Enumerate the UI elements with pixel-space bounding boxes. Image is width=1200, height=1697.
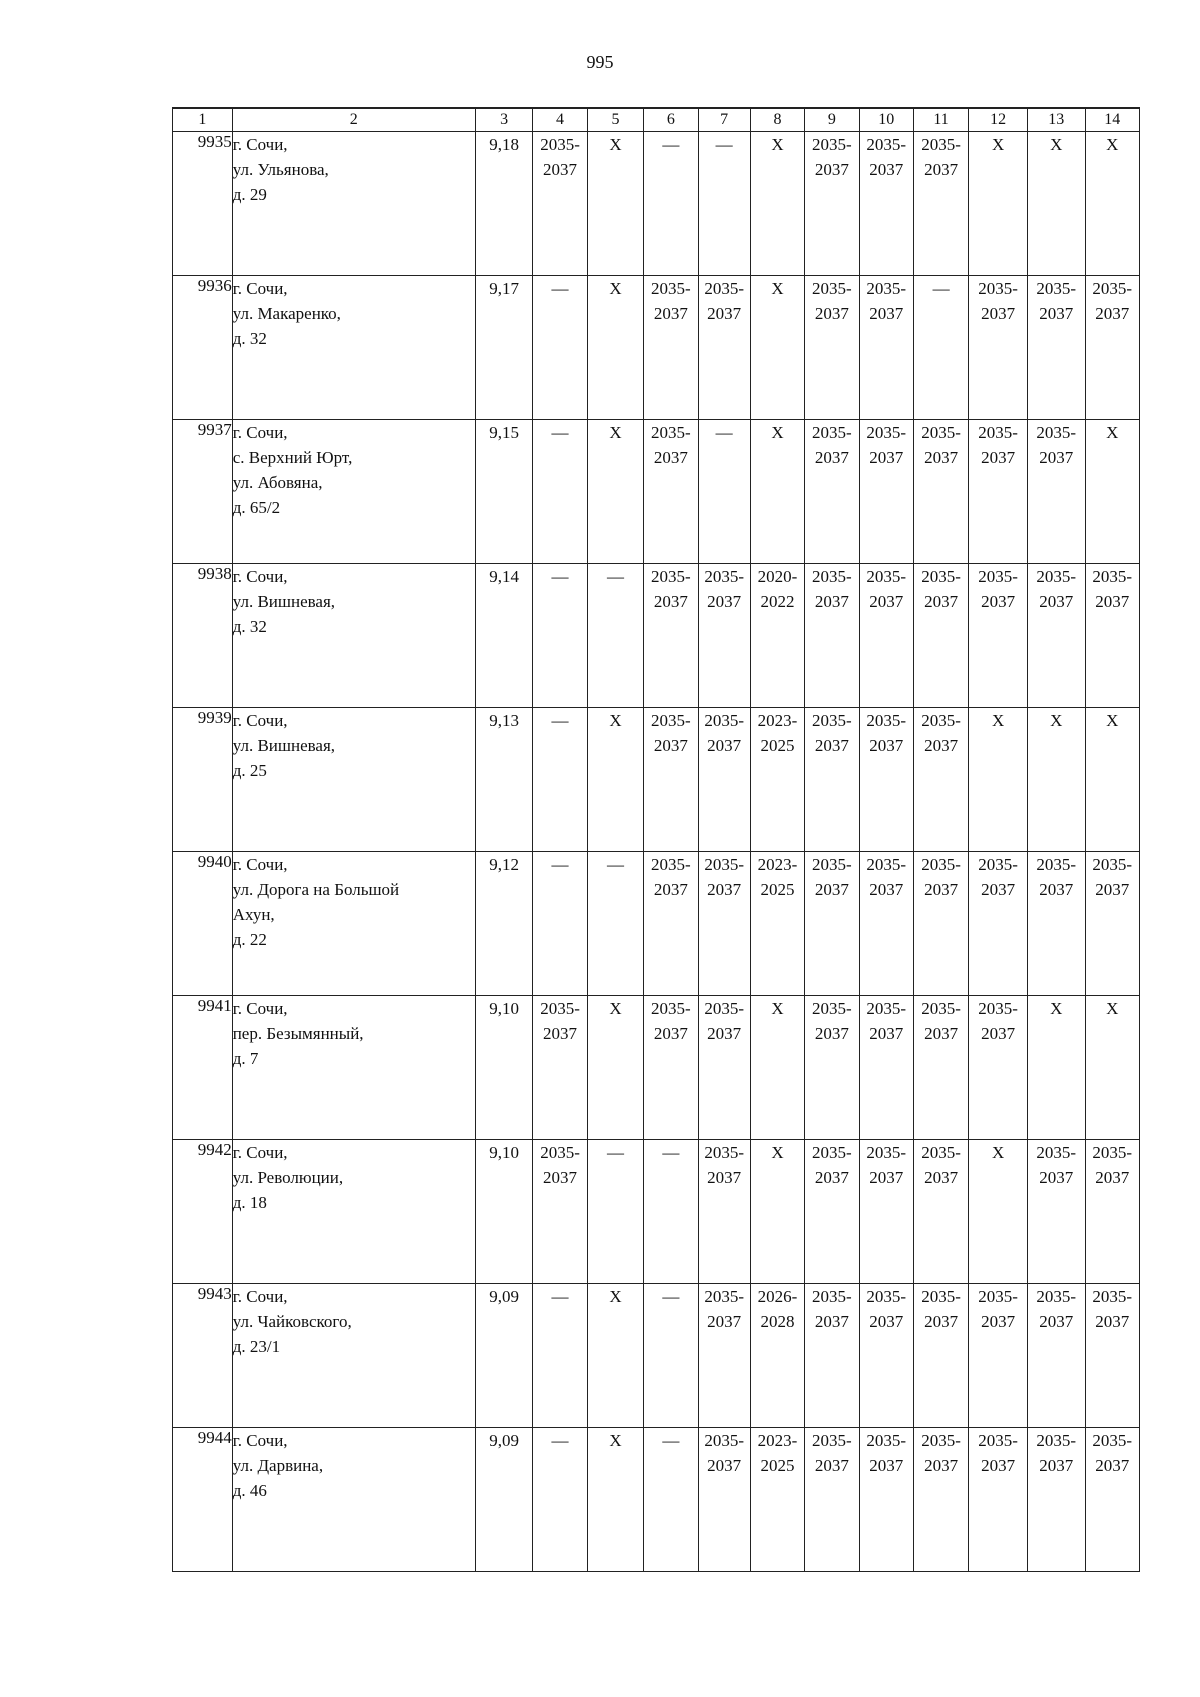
cell-col-8: X — [750, 1140, 804, 1284]
cell-col-12: 2035- 2037 — [969, 1428, 1028, 1572]
cell-col-5: X — [587, 708, 644, 852]
cell-col-8: 2023- 2025 — [750, 852, 804, 996]
cell-col-7: — — [698, 420, 750, 564]
cell-col-13: 2035- 2037 — [1027, 564, 1085, 708]
cell-col-11: 2035- 2037 — [913, 1284, 968, 1428]
address-cell — [232, 1284, 475, 1428]
cell-col-6: 2035- 2037 — [644, 564, 698, 708]
table-body — [173, 132, 1140, 1572]
cell-col-10: 2035- 2037 — [859, 1428, 913, 1572]
table-row — [173, 852, 1140, 996]
cell-col-8: X — [750, 276, 804, 420]
cell-col-7: 2035- 2037 — [698, 1428, 750, 1572]
address-line: г. Сочи, — [232, 135, 288, 154]
column-header-3: 3 — [475, 108, 533, 132]
address-line: пер. Безымянный, — [232, 1024, 364, 1043]
cell-col-5: X — [587, 996, 644, 1140]
cell-col-12: 2035- 2037 — [969, 420, 1028, 564]
housing-register-table — [172, 107, 1140, 1572]
cell-col-14: X — [1085, 996, 1140, 1140]
column-header-8: 8 — [750, 108, 804, 132]
cell-col-13: 2035- 2037 — [1027, 852, 1085, 996]
column-header-5: 5 — [587, 108, 644, 132]
cell-col-7: 2035- 2037 — [698, 276, 750, 420]
column-header-14: 14 — [1085, 108, 1140, 132]
cell-col-8: 2020- 2022 — [750, 564, 804, 708]
table-row — [173, 276, 1140, 420]
column-header-12: 12 — [969, 108, 1028, 132]
address-cell — [232, 996, 475, 1140]
table-row — [173, 708, 1140, 852]
page-number: 995 — [586, 52, 614, 72]
column-header-7: 7 — [698, 108, 750, 132]
row-number: 9937 — [173, 420, 233, 564]
cell-col-14: 2035- 2037 — [1085, 1284, 1140, 1428]
cell-col-5: — — [587, 564, 644, 708]
cell-col-11: 2035- 2037 — [913, 996, 968, 1140]
address-line: д. 32 — [232, 329, 267, 348]
cell-col-11: 2035- 2037 — [913, 564, 968, 708]
cell-col-3: 9,12 — [475, 852, 533, 996]
row-number: 9941 — [173, 996, 233, 1140]
cell-col-6: 2035- 2037 — [644, 996, 698, 1140]
cell-col-7: — — [698, 132, 750, 276]
cell-col-6: 2035- 2037 — [644, 852, 698, 996]
cell-col-10: 2035- 2037 — [859, 996, 913, 1140]
address-line: г. Сочи, — [232, 999, 288, 1018]
table-row — [173, 420, 1140, 564]
cell-col-9: 2035- 2037 — [805, 708, 859, 852]
cell-col-3: 9,13 — [475, 708, 533, 852]
column-header-9: 9 — [805, 108, 859, 132]
address-cell — [232, 276, 475, 420]
cell-col-3: 9,10 — [475, 996, 533, 1140]
cell-col-5: X — [587, 276, 644, 420]
cell-col-12: 2035- 2037 — [969, 852, 1028, 996]
cell-col-9: 2035- 2037 — [805, 1284, 859, 1428]
cell-col-3: 9,18 — [475, 132, 533, 276]
cell-col-14: 2035- 2037 — [1085, 852, 1140, 996]
cell-col-5: — — [587, 852, 644, 996]
cell-col-11: 2035- 2037 — [913, 420, 968, 564]
cell-col-4: 2035- 2037 — [533, 132, 587, 276]
cell-col-4: — — [533, 708, 587, 852]
cell-col-8: X — [750, 132, 804, 276]
table-row — [173, 564, 1140, 708]
cell-col-6: — — [644, 132, 698, 276]
cell-col-8: 2023- 2025 — [750, 1428, 804, 1572]
cell-col-9: 2035- 2037 — [805, 420, 859, 564]
cell-col-10: 2035- 2037 — [859, 1140, 913, 1284]
cell-col-11: — — [913, 276, 968, 420]
address-line: г. Сочи, — [232, 279, 288, 298]
cell-col-11: 2035- 2037 — [913, 1140, 968, 1284]
cell-col-12: X — [969, 708, 1028, 852]
address-line: ул. Макаренко, — [232, 304, 341, 323]
cell-col-13: X — [1027, 996, 1085, 1140]
cell-col-4: — — [533, 564, 587, 708]
row-number: 9936 — [173, 276, 233, 420]
cell-col-6: 2035- 2037 — [644, 708, 698, 852]
cell-col-13: 2035- 2037 — [1027, 1140, 1085, 1284]
row-number: 9943 — [173, 1284, 233, 1428]
cell-col-10: 2035- 2037 — [859, 564, 913, 708]
cell-col-9: 2035- 2037 — [805, 276, 859, 420]
cell-col-9: 2035- 2037 — [805, 132, 859, 276]
address-cell — [232, 1140, 475, 1284]
cell-col-3: 9,09 — [475, 1428, 533, 1572]
cell-col-13: 2035- 2037 — [1027, 1428, 1085, 1572]
address-cell — [232, 852, 475, 996]
cell-col-4: — — [533, 420, 587, 564]
cell-col-10: 2035- 2037 — [859, 132, 913, 276]
cell-col-14: 2035- 2037 — [1085, 1140, 1140, 1284]
cell-col-6: — — [644, 1140, 698, 1284]
address-line: д. 65/2 — [232, 498, 281, 517]
address-cell — [232, 132, 475, 276]
address-line: ул. Дорога на Большой — [232, 880, 400, 899]
cell-col-3: 9,15 — [475, 420, 533, 564]
address-line: с. Верхний Юрт, — [232, 448, 353, 467]
address-cell — [232, 564, 475, 708]
column-header-4: 4 — [533, 108, 587, 132]
column-header-13: 13 — [1027, 108, 1085, 132]
address-line: ул. Чайковского, — [232, 1312, 352, 1331]
cell-col-7: 2035- 2037 — [698, 708, 750, 852]
cell-col-5: X — [587, 1284, 644, 1428]
cell-col-8: 2026- 2028 — [750, 1284, 804, 1428]
cell-col-14: X — [1085, 420, 1140, 564]
cell-col-12: X — [969, 1140, 1028, 1284]
column-header-2: 2 — [232, 108, 475, 132]
address-line: ул. Вишневая, — [232, 592, 336, 611]
cell-col-8: X — [750, 996, 804, 1140]
cell-col-13: X — [1027, 708, 1085, 852]
cell-col-4: 2035- 2037 — [533, 1140, 587, 1284]
cell-col-14: 2035- 2037 — [1085, 564, 1140, 708]
cell-col-8: X — [750, 420, 804, 564]
cell-col-9: 2035- 2037 — [805, 1428, 859, 1572]
cell-col-11: 2035- 2037 — [913, 1428, 968, 1572]
cell-col-7: 2035- 2037 — [698, 1284, 750, 1428]
cell-col-13: X — [1027, 132, 1085, 276]
cell-col-4: — — [533, 852, 587, 996]
cell-col-5: X — [587, 1428, 644, 1572]
address-line: г. Сочи, — [232, 1287, 288, 1306]
row-number: 9944 — [173, 1428, 233, 1572]
cell-col-6: 2035- 2037 — [644, 420, 698, 564]
address-line: д. 46 — [232, 1481, 267, 1500]
cell-col-9: 2035- 2037 — [805, 564, 859, 708]
cell-col-12: 2035- 2037 — [969, 1284, 1028, 1428]
address-line: д. 23/1 — [232, 1337, 281, 1356]
address-line: д. 32 — [232, 617, 267, 636]
cell-col-12: 2035- 2037 — [969, 996, 1028, 1140]
address-line: ул. Революции, — [232, 1168, 344, 1187]
cell-col-5: — — [587, 1140, 644, 1284]
column-header-10: 10 — [859, 108, 913, 132]
cell-col-4: — — [533, 1428, 587, 1572]
cell-col-14: X — [1085, 132, 1140, 276]
column-header-11: 11 — [913, 108, 968, 132]
cell-col-9: 2035- 2037 — [805, 996, 859, 1140]
address-line: г. Сочи, — [232, 1431, 288, 1450]
address-line: д. 22 — [232, 930, 267, 949]
cell-col-9: 2035- 2037 — [805, 1140, 859, 1284]
cell-col-11: 2035- 2037 — [913, 852, 968, 996]
cell-col-7: 2035- 2037 — [698, 1140, 750, 1284]
address-line: г. Сочи, — [232, 423, 288, 442]
header-row — [173, 108, 1140, 132]
cell-col-7: 2035- 2037 — [698, 996, 750, 1140]
cell-col-14: 2035- 2037 — [1085, 1428, 1140, 1572]
cell-col-7: 2035- 2037 — [698, 564, 750, 708]
address-line: г. Сочи, — [232, 711, 288, 730]
table-row — [173, 996, 1140, 1140]
cell-col-10: 2035- 2037 — [859, 708, 913, 852]
cell-col-12: X — [969, 132, 1028, 276]
address-cell — [232, 708, 475, 852]
cell-col-14: X — [1085, 708, 1140, 852]
cell-col-11: 2035- 2037 — [913, 132, 968, 276]
cell-col-14: 2035- 2037 — [1085, 276, 1140, 420]
table-row — [173, 1140, 1140, 1284]
address-line: ул. Дарвина, — [232, 1456, 324, 1475]
table-header — [173, 108, 1140, 132]
address-line: д. 25 — [232, 761, 267, 780]
address-line: д. 29 — [232, 185, 267, 204]
cell-col-13: 2035- 2037 — [1027, 1284, 1085, 1428]
row-number: 9938 — [173, 564, 233, 708]
cell-col-6: — — [644, 1428, 698, 1572]
table-row — [173, 1428, 1140, 1572]
cell-col-10: 2035- 2037 — [859, 1284, 913, 1428]
cell-col-10: 2035- 2037 — [859, 852, 913, 996]
address-line: д. 7 — [232, 1049, 259, 1068]
cell-col-3: 9,14 — [475, 564, 533, 708]
address-line: г. Сочи, — [232, 567, 288, 586]
cell-col-4: — — [533, 1284, 587, 1428]
cell-col-3: 9,09 — [475, 1284, 533, 1428]
cell-col-5: X — [587, 420, 644, 564]
cell-col-3: 9,17 — [475, 276, 533, 420]
address-line: ул. Вишневая, — [232, 736, 336, 755]
cell-col-9: 2035- 2037 — [805, 852, 859, 996]
cell-col-12: 2035- 2037 — [969, 564, 1028, 708]
cell-col-6: — — [644, 1284, 698, 1428]
cell-col-7: 2035- 2037 — [698, 852, 750, 996]
table-row — [173, 132, 1140, 276]
cell-col-10: 2035- 2037 — [859, 276, 913, 420]
address-line: Ахун, — [232, 905, 275, 924]
row-number: 9940 — [173, 852, 233, 996]
cell-col-4: 2035- 2037 — [533, 996, 587, 1140]
address-line: ул. Абовяна, — [232, 473, 323, 492]
table-row — [173, 1284, 1140, 1428]
address-cell — [232, 1428, 475, 1572]
cell-col-13: 2035- 2037 — [1027, 276, 1085, 420]
cell-col-3: 9,10 — [475, 1140, 533, 1284]
column-header-6: 6 — [644, 108, 698, 132]
address-line: г. Сочи, — [232, 1143, 288, 1162]
row-number: 9935 — [173, 132, 233, 276]
cell-col-10: 2035- 2037 — [859, 420, 913, 564]
row-number: 9939 — [173, 708, 233, 852]
column-header-1: 1 — [173, 108, 233, 132]
cell-col-6: 2035- 2037 — [644, 276, 698, 420]
cell-col-4: — — [533, 276, 587, 420]
row-number: 9942 — [173, 1140, 233, 1284]
cell-col-11: 2035- 2037 — [913, 708, 968, 852]
cell-col-8: 2023- 2025 — [750, 708, 804, 852]
address-line: г. Сочи, — [232, 855, 288, 874]
address-cell — [232, 420, 475, 564]
cell-col-13: 2035- 2037 — [1027, 420, 1085, 564]
address-line: ул. Ульянова, — [232, 160, 329, 179]
cell-col-12: 2035- 2037 — [969, 276, 1028, 420]
cell-col-5: X — [587, 132, 644, 276]
address-line: д. 18 — [232, 1193, 267, 1212]
